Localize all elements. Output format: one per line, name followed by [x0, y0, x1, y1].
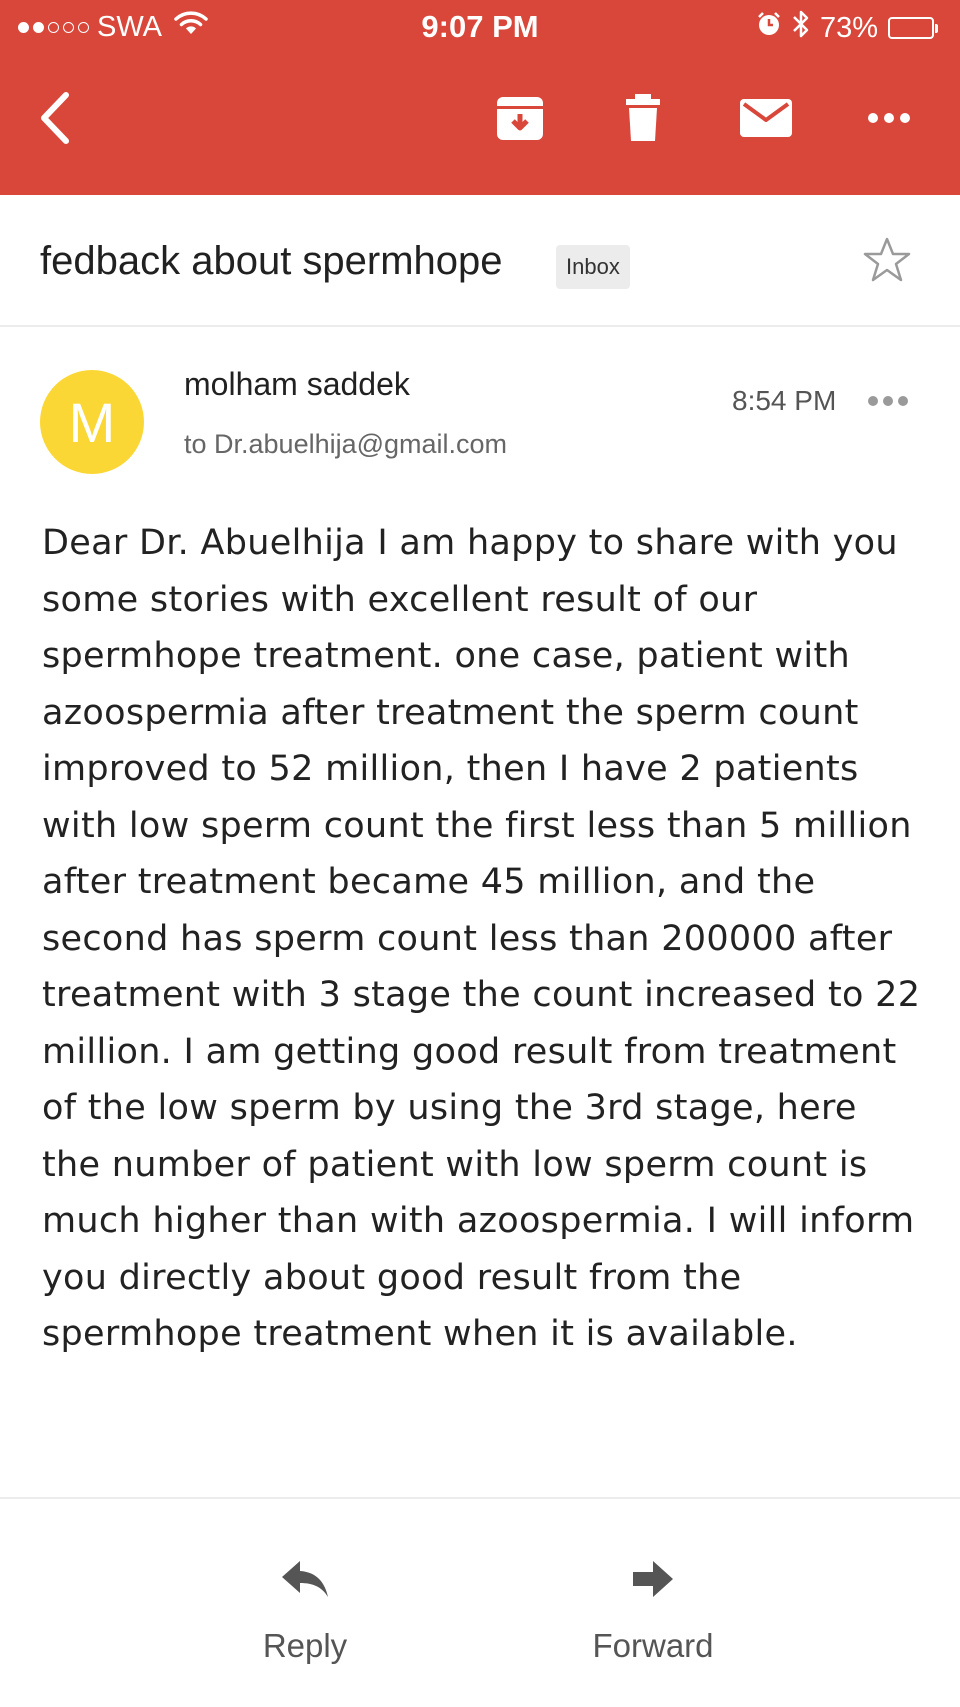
- recipient-line[interactable]: to Dr.abuelhija@gmail.com: [184, 429, 508, 459]
- status-bar: [0, 0, 960, 56]
- app-header: [0, 0, 960, 195]
- star-icon[interactable]: [862, 235, 912, 285]
- message-body: Dear Dr. Abuelhija I am happy to share with you some stories with excellent result of our spermhope treatment. one case, patient with azoospermia after treatment the sperm count improved to 52 million, then I have 2 patients with low sperm count the first less than 5 million after treatment became 45 million, and the second has sperm count less than 200000 after treatment with 3 stage the count increased to 22 million. I am getting good result from treatment of the low sperm by using the 3rd stage, here the number of patient with low sperm count is much higher than with azoospermia. I will inform you directly about good result from the spermhope treatment when it is available.: [42, 523, 921, 1354]
- email-subject: fedback about spermhope: [40, 239, 503, 283]
- message-more-icon[interactable]: [866, 393, 910, 409]
- archive-icon[interactable]: [490, 88, 550, 148]
- reply-button[interactable]: [230, 1549, 380, 1665]
- delete-icon[interactable]: [613, 88, 673, 148]
- battery-percent: 73%: [819, 11, 878, 44]
- battery-icon: [888, 17, 938, 39]
- mark-unread-icon[interactable]: [736, 88, 796, 148]
- forward-icon: [578, 1549, 728, 1609]
- forward-label: Forward: [592, 1627, 714, 1664]
- bluetooth-icon: [792, 9, 810, 47]
- carrier-name: SWA: [97, 10, 162, 43]
- forward-button[interactable]: [578, 1549, 728, 1665]
- avatar[interactable]: M: [40, 370, 144, 474]
- reply-label: Reply: [262, 1627, 348, 1664]
- back-icon[interactable]: [26, 88, 86, 148]
- action-bar: [0, 1497, 960, 1707]
- reply-icon: [230, 1549, 380, 1609]
- status-time: 9:07 PM: [421, 9, 539, 44]
- subject-header: [0, 195, 960, 327]
- more-icon[interactable]: [859, 88, 919, 148]
- message-time: 8:54 PM: [732, 385, 837, 416]
- alarm-icon: [756, 11, 782, 45]
- inbox-label-badge[interactable]: Inbox: [556, 245, 630, 289]
- sender-name[interactable]: molham saddek: [184, 366, 410, 402]
